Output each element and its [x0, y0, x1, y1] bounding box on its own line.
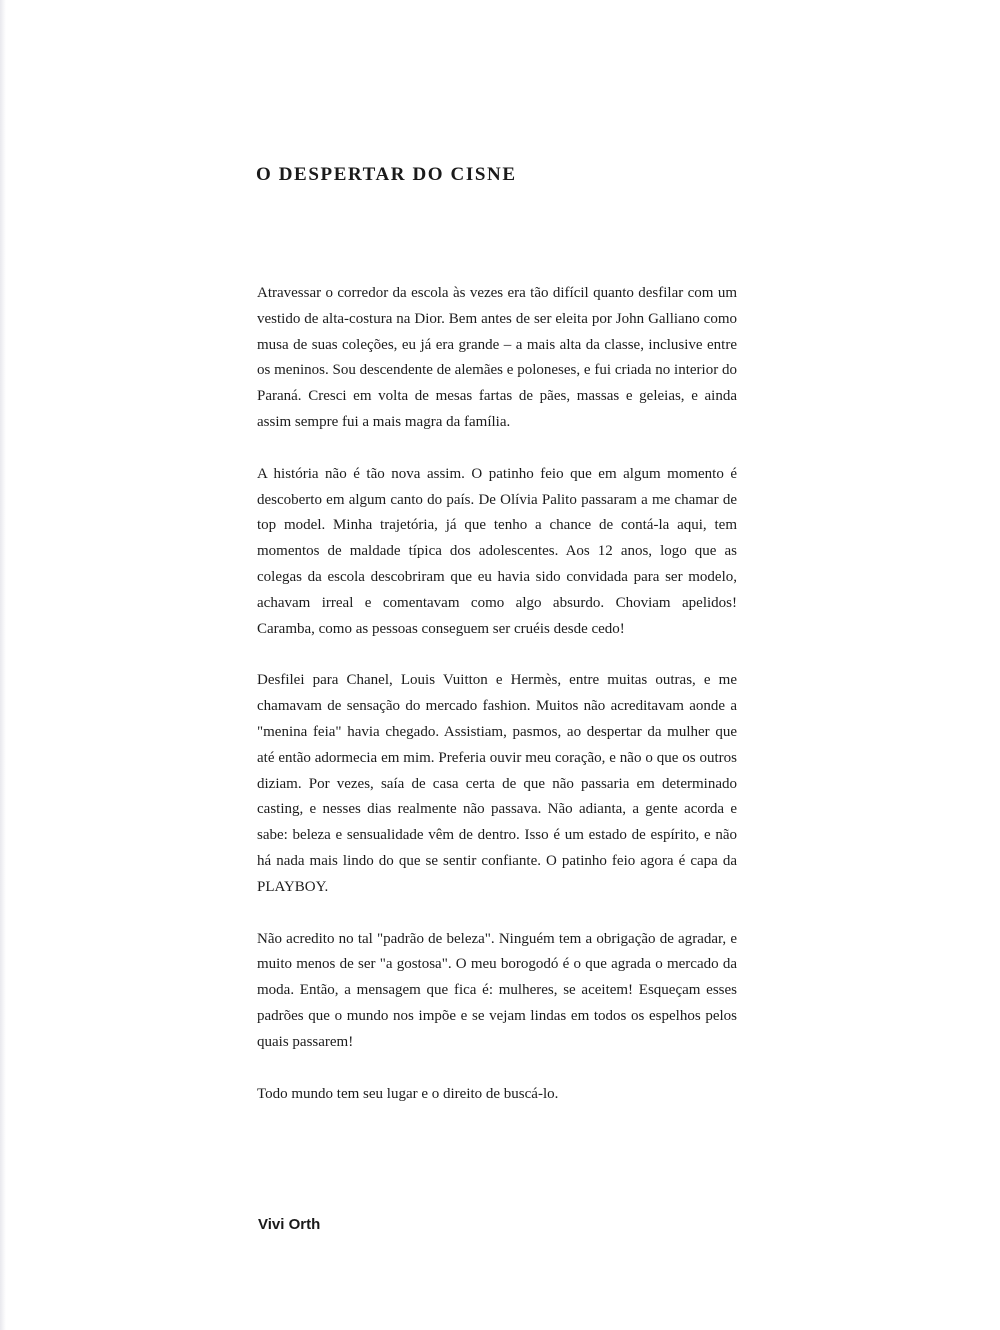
paragraph-4: Não acredito no tal "padrão de beleza". Ninguém tem a obrigação de agradar, e muito menos de ser "a gostosa". O meu borogodó é o que agrada o mercado da moda. Então, a mensagem que fica é: mulheres, se aceitem! Esqueçam esses padrões que o mundo nos impõe e se vejam lindas em todos os espelhos pelos quais passarem!: [257, 930, 737, 1050]
page-title: O DESPERTAR DO CISNE: [256, 164, 517, 185]
paragraph-3: Desfilei para Chanel, Louis Vuitton e Hermès, entre muitas outras, e me chamavam de sensação do mercado fashion. Muitos não acreditavam aonde a "menina feia" havia chegado. Assistiam, pasmos, ao despertar da mulher que até então adormecia em mim. Preferia ouvir meu coração, e não o que os outros diziam. Por vezes, saía de casa certa de que não passaria em determinado casting, e nesses dias realmente não passava. Não adianta, a gente acorda e sabe: beleza e sensualidade vêm de dentro. Isso é um estado de espírito, e não há nada mais lindo do que se sentir confiante. O patinho feio agora é capa da PLAYBOY.: [257, 672, 737, 895]
page-edge-shadow: [0, 0, 6, 1330]
paragraph-5: Todo mundo tem seu lugar e o direito de buscá-lo.: [257, 1085, 559, 1102]
article-body: [257, 281, 737, 1133]
author-signature: Vivi Orth: [258, 1216, 321, 1233]
paragraph-2: A história não é tão nova assim. O patinho feio que em algum momento é descoberto em algum canto do país. De Olívia Palito passaram a me chamar de top model. Minha trajetória, já que tenho a chance de contá-la aqui, tem momentos de maldade típica dos adolescentes. Aos 12 anos, logo que as colegas da escola descobriram que eu havia sido convidada para ser modelo, achavam irreal e comentavam como algo absurdo. Choviam apelidos! Caramba, como as pessoas conseguem ser cruéis desde cedo!: [257, 465, 737, 637]
paragraph-1: Atravessar o corredor da escola às vezes era tão difícil quanto desfilar com um vestido de alta-costura na Dior. Bem antes de ser eleita por John Galliano como musa de suas coleções, eu já era grande – a mais alta da classe, inclusive entre os meninos. Sou descendente de alemães e poloneses, e fui criada no interior do Paraná. Cresci em volta de mesas fartas de pães, massas e geleias, e ainda assim sempre fui a mais magra da família.: [257, 285, 737, 430]
